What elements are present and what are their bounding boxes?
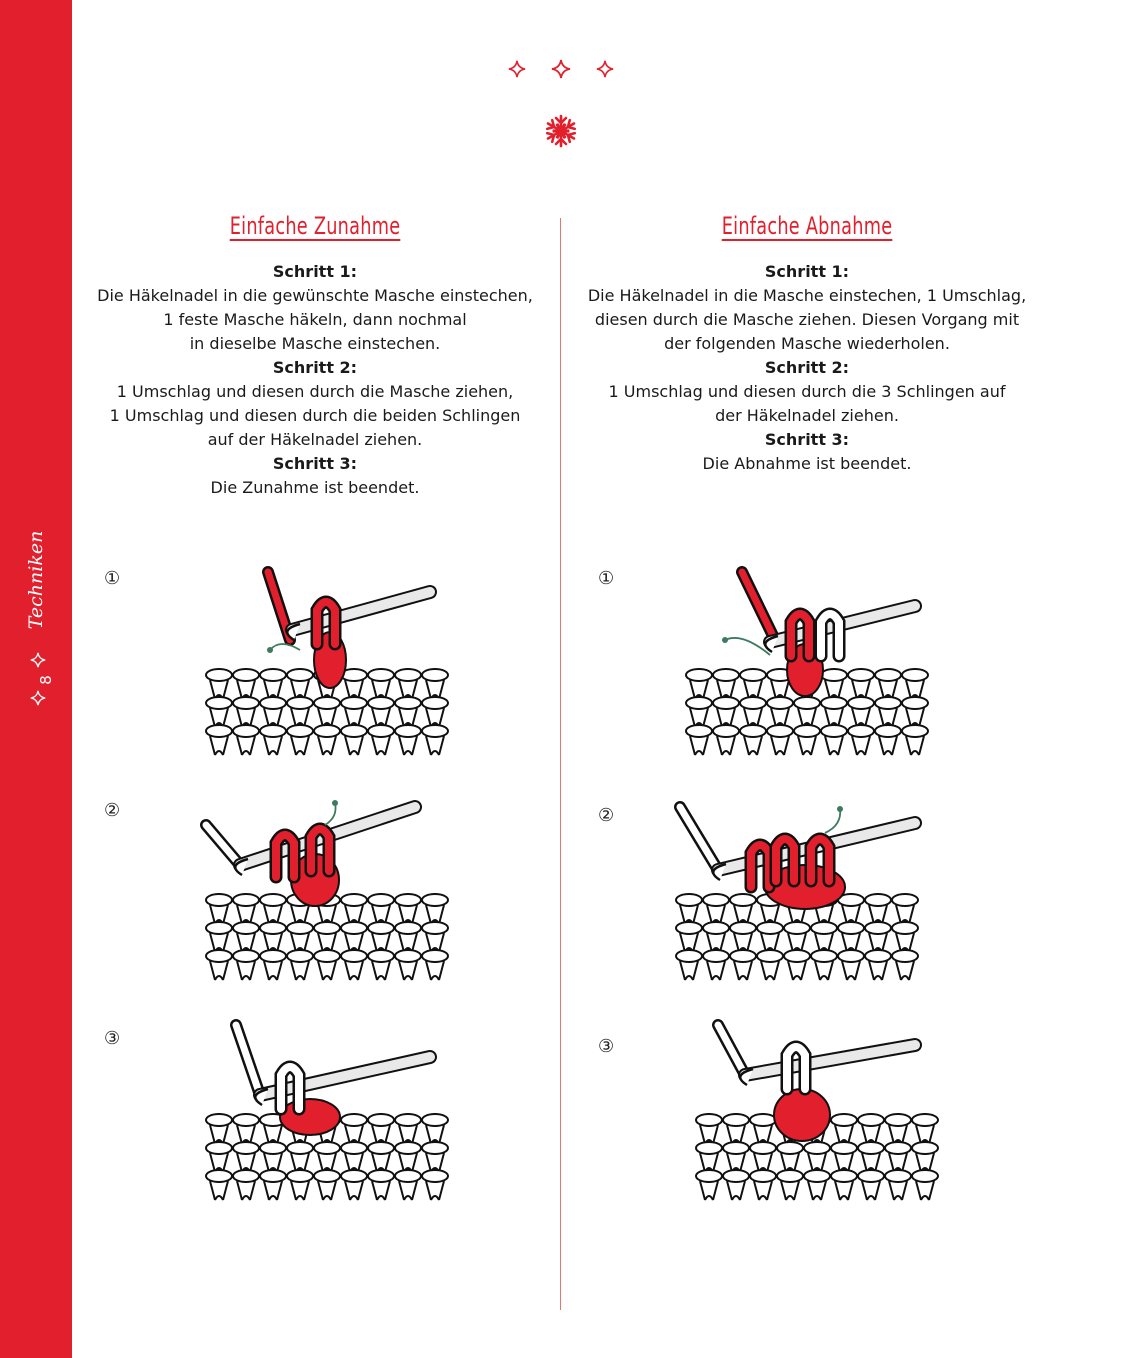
star-icon bbox=[30, 652, 46, 668]
right-title: Einfache Abnahme bbox=[721, 212, 893, 240]
star-icon bbox=[30, 690, 46, 706]
sidebar-band bbox=[0, 0, 72, 1358]
section-label: Techniken bbox=[25, 530, 47, 630]
step-text: 1 Umschlag und diesen durch die 3 Schlingen auf bbox=[608, 382, 1006, 401]
step-text: 1 feste Masche häkeln, dann nochmal bbox=[163, 310, 467, 329]
crochet-illustration-r-2 bbox=[670, 795, 930, 995]
left-steps bbox=[80, 260, 550, 500]
figure-marker-1: ① bbox=[598, 568, 615, 589]
figure-marker-3: ③ bbox=[598, 1036, 615, 1057]
step-text: in dieselbe Masche einstechen. bbox=[189, 334, 441, 353]
figure-marker-3: ③ bbox=[104, 1028, 121, 1049]
step-text: diesen durch die Masche ziehen. Diesen Vorgang mit bbox=[594, 310, 1020, 329]
step-text: der Häkelnadel ziehen. bbox=[715, 406, 899, 425]
crochet-illustration-r-3 bbox=[690, 1015, 950, 1215]
crochet-illustration-l-1 bbox=[200, 560, 460, 760]
step-text: Die Zunahme ist beendet. bbox=[210, 478, 420, 497]
star-icon bbox=[551, 59, 571, 79]
star-icon bbox=[508, 60, 526, 78]
step-label: Schritt 1: bbox=[272, 262, 358, 281]
step-label: Schritt 3: bbox=[272, 454, 358, 473]
step-text: Die Häkelnadel in die Masche einstechen, 1 Umschlag, bbox=[587, 286, 1027, 305]
star-icon bbox=[596, 60, 614, 78]
snowflake-icon bbox=[544, 114, 578, 148]
page-number: 8 bbox=[37, 675, 55, 685]
step-text: 1 Umschlag und diesen durch die beiden Schlingen bbox=[109, 406, 521, 425]
right-steps bbox=[572, 260, 1042, 476]
step-text: auf der Häkelnadel ziehen. bbox=[207, 430, 423, 449]
right-column bbox=[572, 212, 1042, 476]
step-label: Schritt 1: bbox=[764, 262, 850, 281]
step-text: Die Abnahme ist beendet. bbox=[702, 454, 912, 473]
step-label: Schritt 2: bbox=[764, 358, 850, 377]
step-text: der folgenden Masche wiederholen. bbox=[664, 334, 950, 353]
crochet-illustration-l-2 bbox=[200, 795, 460, 995]
step-text: 1 Umschlag und diesen durch die Masche ziehen, bbox=[116, 382, 514, 401]
figure-marker-2: ② bbox=[598, 805, 615, 826]
column-divider bbox=[560, 218, 561, 1310]
step-text: Die Häkelnadel in die gewünschte Masche einstechen, bbox=[97, 286, 533, 305]
step-label: Schritt 3: bbox=[764, 430, 850, 449]
left-column bbox=[80, 212, 550, 500]
left-title: Einfache Zunahme bbox=[229, 212, 401, 240]
crochet-illustration-r-1 bbox=[680, 560, 940, 760]
figure-marker-2: ② bbox=[104, 800, 121, 821]
figure-marker-1: ① bbox=[104, 568, 121, 589]
crochet-illustration-l-3 bbox=[200, 1015, 460, 1215]
step-label: Schritt 2: bbox=[272, 358, 358, 377]
